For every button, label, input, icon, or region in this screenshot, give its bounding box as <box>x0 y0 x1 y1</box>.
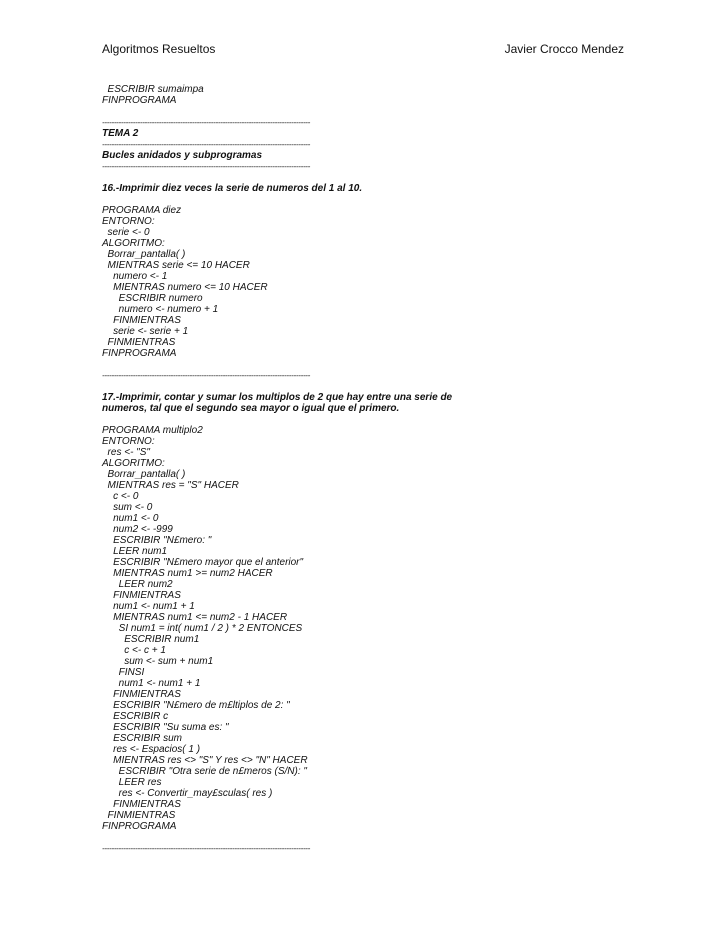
code-line: FINPROGRAMA <box>102 95 177 106</box>
page-header <box>102 42 624 56</box>
code-line: PROGRAMA multiplo2 <box>102 425 203 436</box>
code-line: ENTORNO: <box>102 436 155 447</box>
section-title: TEMA 2 <box>102 128 139 139</box>
header-title: Algoritmos Resueltos <box>102 42 216 56</box>
code-line: FINPROGRAMA <box>102 348 177 359</box>
code-line: sum <- sum + num1 <box>102 656 214 667</box>
header-author: Javier Crocco Mendez <box>504 42 624 56</box>
separator-rule: ---------------------------------------------------------------------------------------- <box>102 118 311 127</box>
code-line: c <- c + 1 <box>102 645 166 656</box>
code-line: LEER num1 <box>102 546 168 557</box>
code-line: numero <- numero + 1 <box>102 304 219 315</box>
code-line: ENTORNO: <box>102 216 155 227</box>
separator-rule: ---------------------------------------------------------------------------------------- <box>102 844 311 853</box>
code-line: ESCRIBIR "N£mero de m£ltiplos de 2: " <box>102 700 290 711</box>
code-line: num1 <- num1 + 1 <box>102 678 201 689</box>
code-line: MIENTRAS numero <= 10 HACER <box>102 282 268 293</box>
code-line: PROGRAMA diez <box>102 205 182 216</box>
separator-rule: ---------------------------------------------------------------------------------------- <box>102 371 311 380</box>
code-line: ALGORITMO: <box>102 458 165 469</box>
code-line: res <- Espacios( 1 ) <box>102 744 201 755</box>
code-line: MIENTRAS res = "S" HACER <box>102 480 239 491</box>
code-line: MIENTRAS res <> "S" Y res <> "N" HACER <box>102 755 308 766</box>
section-subtitle: Bucles anidados y subprogramas <box>102 150 263 161</box>
code-line: num1 <- 0 <box>102 513 159 524</box>
code-line: numero <- 1 <box>102 271 168 282</box>
code-line: ESCRIBIR "N£mero: " <box>102 535 212 546</box>
code-line: res <- "S" <box>102 447 150 458</box>
code-line: Borrar_pantalla( ) <box>102 249 186 260</box>
exercise-17-title-line-2: numeros, tal que el segundo sea mayor o igual que el primero. <box>102 403 400 414</box>
code-line: serie <- 0 <box>102 227 150 238</box>
code-line: FINMIENTRAS <box>102 315 181 326</box>
code-line: ESCRIBIR "Otra serie de n£meros (S/N): " <box>102 766 307 777</box>
code-line: FINMIENTRAS <box>102 590 181 601</box>
code-line: FINMIENTRAS <box>102 689 181 700</box>
code-line: c <- 0 <box>102 491 139 502</box>
code-line: ESCRIBIR numero <box>102 293 203 304</box>
code-line: FINMIENTRAS <box>102 337 176 348</box>
code-line: LEER num2 <box>102 579 173 590</box>
code-line: LEER res <box>102 777 162 788</box>
code-line: FINMIENTRAS <box>102 799 181 810</box>
exercise-17-code <box>102 425 622 832</box>
code-line: FINSI <box>102 667 145 678</box>
code-line: ESCRIBIR sumaimpa <box>102 84 204 95</box>
exercise-17-title-line-1: 17.-Imprimir, contar y sumar los multiplos de 2 que hay entre una serie de <box>102 392 453 403</box>
code-line: Borrar_pantalla( ) <box>102 469 186 480</box>
code-line: num1 <- num1 + 1 <box>102 601 195 612</box>
code-line: ESCRIBIR sum <box>102 733 183 744</box>
code-line: FINMIENTRAS <box>102 810 176 821</box>
code-line: ESCRIBIR num1 <box>102 634 200 645</box>
code-line: ESCRIBIR "Su suma es: " <box>102 722 229 733</box>
code-line: ALGORITMO: <box>102 238 165 249</box>
code-line: SI num1 = int( num1 / 2 ) * 2 ENTONCES <box>102 623 303 634</box>
code-line: MIENTRAS num1 >= num2 HACER <box>102 568 273 579</box>
exercise-16-code <box>102 205 622 359</box>
exercise-16-title: 16.-Imprimir diez veces la serie de numeros del 1 al 10. <box>102 183 363 194</box>
separator-rule: ---------------------------------------------------------------------------------------- <box>102 140 311 149</box>
code-line: num2 <- -999 <box>102 524 173 535</box>
code-line: MIENTRAS serie <= 10 HACER <box>102 260 250 271</box>
code-line: serie <- serie + 1 <box>102 326 189 337</box>
document-body <box>102 84 622 854</box>
code-line: FINPROGRAMA <box>102 821 177 832</box>
separator-rule: ---------------------------------------------------------------------------------------- <box>102 162 311 171</box>
code-line: res <- Convertir_may£sculas( res ) <box>102 788 273 799</box>
code-line: sum <- 0 <box>102 502 153 513</box>
code-line: ESCRIBIR c <box>102 711 169 722</box>
code-line: ESCRIBIR "N£mero mayor que el anterior" <box>102 557 304 568</box>
code-line: MIENTRAS num1 <= num2 - 1 HACER <box>102 612 288 623</box>
